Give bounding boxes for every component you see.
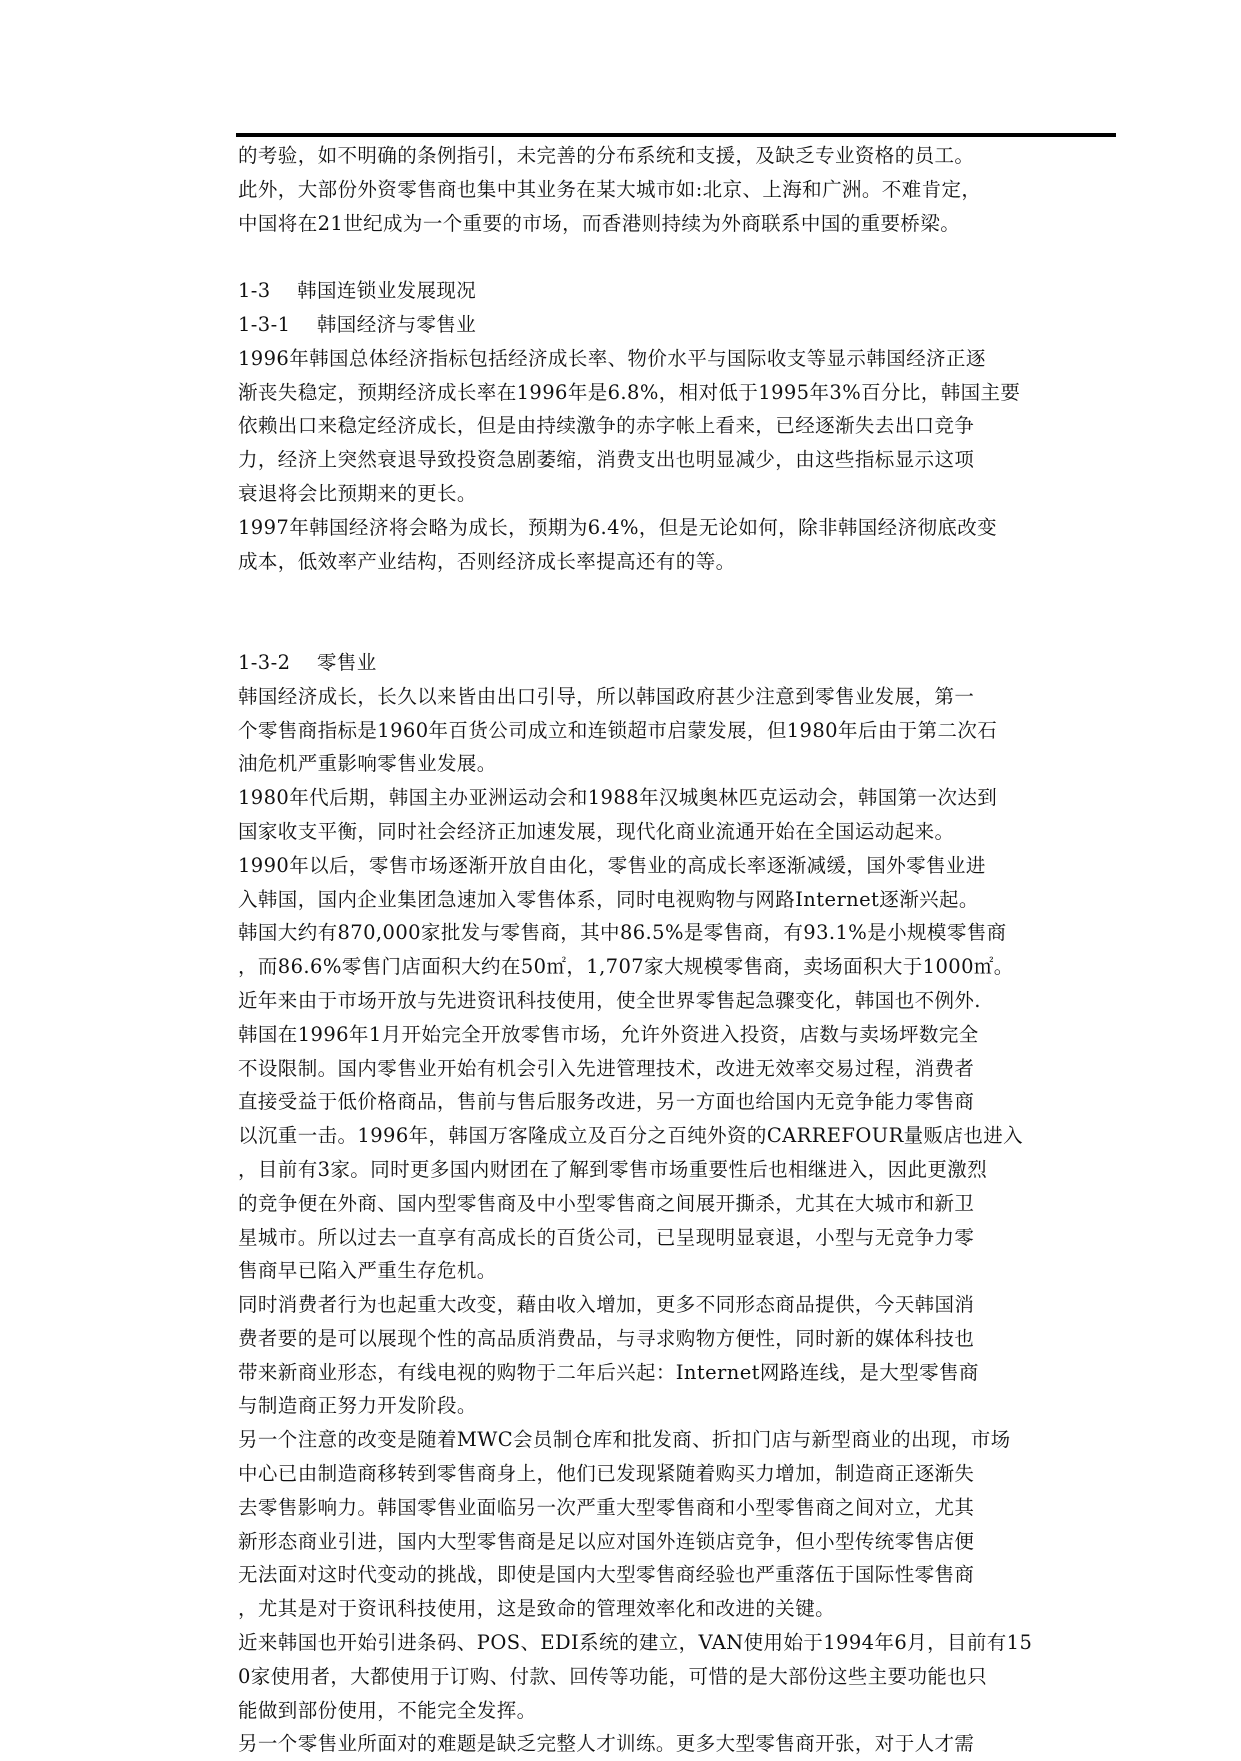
text-line: 韩国经济成长，长久以来皆由出口引导，所以韩国政府甚少注意到零售业发展，第一 [238,684,975,708]
text-line: 1997年韩国经济将会略为成长，预期为6.4%，但是无论如何，除非韩国经济彻底改变 [238,515,998,539]
text-line: 另一个注意的改变是随着MWC会员制仓库和批发商、折扣门店与新型商业的出现，市场 [238,1428,1011,1452]
text-line: 1996年韩国总体经济指标包括经济成长率、物价水平与国际收支等显示韩国经济正逐 [238,346,986,370]
subsection-heading: 1-3-1 韩国经济与零售业 [238,312,477,336]
text-line: 渐丧失稳定，预期经济成长率在1996年是6.8%，相对低于1995年3%百分比，韩国主要 [238,380,1021,404]
text-line: ，尤其是对于资讯科技使用，这是致命的管理效率化和改进的关键。 [238,1597,836,1621]
text-line: 另一个零售业所面对的难题是缺乏完整人才训练。更多大型零售商开张，对于人才需 [238,1732,975,1756]
text-line: 中心已由制造商移转到零售商身上，他们已发现紧随着购买力增加，制造商正逐渐失 [238,1462,975,1486]
text-line: 1980年代后期，韩国主办亚洲运动会和1988年汉城奥林匹克运动会，韩国第一次达到 [238,786,998,810]
text-line: 此外，大部份外资零售商也集中其业务在某大城市如:北京、上海和广洲。不难肯定， [238,177,982,201]
text-line: 售商早已陷入严重生存危机。 [238,1259,497,1283]
text-line: 0家使用者，大都使用于订购、付款、回传等功能，可惜的是大部份这些主要功能也只 [238,1664,988,1688]
paragraph-gap [238,578,1118,612]
paragraph-gap [238,240,1118,274]
text-line: 个零售商指标是1960年百货公司成立和连锁超市启蒙发展，但1980年后由于第二次石 [238,718,998,742]
text-line: 星城市。所以过去一直享有高成长的百货公司，已呈现明显衰退，小型与无竞争力零 [238,1225,975,1249]
text-line: 不设限制。国内零售业开始有机会引入先进管理技术，改进无效率交易过程，消费者 [238,1056,975,1080]
text-line: 的考验，如不明确的条例指引，未完善的分布系统和支援，及缺乏专业资格的员工。 [238,144,975,167]
text-line: 去零售影响力。韩国零售业面临另一次严重大型零售商和小型零售商之间对立，尤其 [238,1495,975,1519]
text-line: 韩国大约有870,000家批发与零售商，其中86.5%是零售商，有93.1%是小规模零售商 [238,921,1007,945]
text-line: ，而86.6%零售门店面积大约在50㎡，1,707家大规模零售商，卖场面积大于1000㎡。 [238,955,1014,979]
text-line: 同时消费者行为也起重大改变，藉由收入增加，更多不同形态商品提供，今天韩国消 [238,1293,975,1317]
text-line: 近年来由于市场开放与先进资讯科技使用，使全世界零售起急骤变化，韩国也不例外. [238,988,981,1012]
text-line: 依赖出口来稳定经济成长，但是由持续激争的赤字帐上看来，已经逐渐失去出口竞争 [238,414,975,438]
text-line: 力，经济上突然衰退导致投资急剧萎缩，消费支出也明显减少，由这些指标显示这项 [238,448,975,472]
text-line: 近来韩国也开始引进条码、POS、EDI系统的建立，VAN使用始于1994年6月，目前有15 [238,1631,1033,1655]
text-line: 入韩国，国内企业集团急速加入零售体系，同时电视购物与网路Internet逐渐兴起。 [238,887,979,911]
text-line: 成本，低效率产业结构，否则经济成长率提高还有的等。 [238,549,736,573]
text-line: 国家收支平衡，同时社会经济正加速发展，现代化商业流通开始在全国运动起来。 [238,819,955,843]
text-line: 无法面对这时代变动的挑战，即使是国内大型零售商经验也严重落伍于国际性零售商 [238,1563,975,1587]
text-line: 新形态商业引进，国内大型零售商是足以应对国外连锁店竞争，但小型传统零售店便 [238,1529,975,1553]
text-line: 能做到部份使用，不能完全发挥。 [238,1698,537,1722]
text-line: 中国将在21世纪成为一个重要的市场，而香港则持续为外商联系中国的重要桥梁。 [238,211,961,235]
text-line: 的竞争便在外商、国内型零售商及中小型零售商之间展开撕杀，尤其在大城市和新卫 [238,1191,975,1215]
paragraph-gap [238,612,1118,646]
text-line: 与制造商正努力开发阶段。 [238,1394,477,1418]
header-rule [236,133,1116,137]
text-line: 带来新商业形态，有线电视的购物于二年后兴起：Internet网路连线，是大型零售商 [238,1360,979,1384]
document-body [238,139,1118,1761]
text-line: 韩国在1996年1月开始完全开放零售市场，允许外资进入投资，店数与卖场坪数完全 [238,1022,979,1046]
text-line: 衰退将会比预期来的更长。 [238,481,477,505]
text-line: 1990年以后，零售市场逐渐开放自由化，零售业的高成长率逐渐减缓，国外零售业进 [238,853,986,877]
text-line: 以沉重一击。1996年，韩国万客隆成立及百分之百纯外资的CARREFOUR量贩店也进入 [238,1124,1024,1148]
text-line: 直接受益于低价格商品，售前与售后服务改进，另一方面也给国内无竞争能力零售商 [238,1090,975,1114]
subsection-heading: 1-3-2 零售业 [238,650,377,674]
text-line: 油危机严重影响零售业发展。 [238,752,497,776]
section-heading: 1-3 韩国连锁业发展现况 [238,279,477,303]
text-line: 费者要的是可以展现个性的高品质消费品，与寻求购物方便性，同时新的媒体科技也 [238,1326,975,1350]
text-line: ，目前有3家。同时更多国内财团在了解到零售市场重要性后也相继进入，因此更激烈 [238,1157,988,1181]
